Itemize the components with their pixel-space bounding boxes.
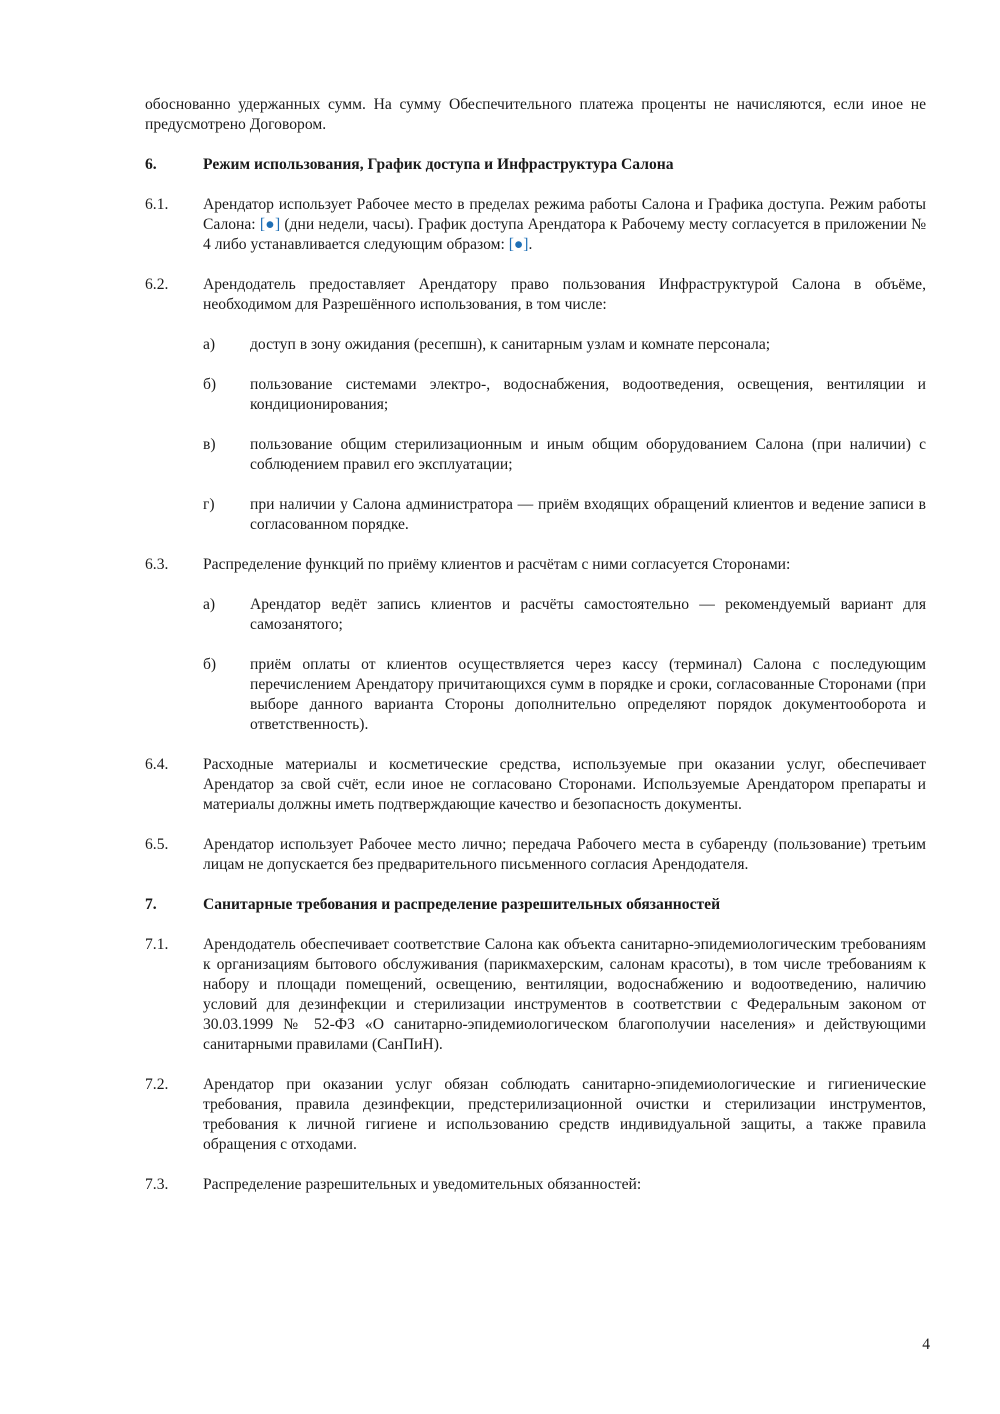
item-letter: а) [203,596,216,613]
clause-number: 7.1. [145,936,169,953]
item-letter: в) [203,436,216,453]
clause-text-part: Арендатор использует Рабочее место в пределах режима работы Салона и Графика доступа. Режим работы Салона: [203,196,926,233]
clause-text: Арендодатель обеспечивает соответствие Салона как объекта санитарно-эпидемиологическим требованиям к организациям бытового обслуживания (парикмахерским, салонам красоты), в том числе требованиям к набору и площади помещений, освещению, вентиляции, водоснабжению и водоотведению, наличию условий для дезинфекции и стерилизации инструментов в соответствии с Федеральным законом от 30.03.1999 № 52-ФЗ «О санитарно-эпидемиологическом благополучии населения» и действующими санитарными правилами (СанПиН). [203,936,926,1053]
item-letter: г) [203,496,215,513]
list-item [203,495,926,535]
item-text: Арендатор ведёт запись клиентов и расчёты самостоятельно — рекомендуемый вариант для самозанятого; [250,596,926,633]
clause-text-part: . [528,236,533,253]
clause-text: Арендатор при оказании услуг обязан соблюдать санитарно-эпидемиологические и гигиенические требования, правила дезинфекции, предстерилизационной очистки и стерилизации инструментов, требования к личной гигиене и использованию средств индивидуальной защиты, а также правила обращения с отходами. [203,1076,926,1153]
list-item [203,655,926,735]
clause-6-2 [145,275,926,315]
clause-text: Арендатор использует Рабочее место лично; передача Рабочего места в субаренду (пользование) третьим лицам не допускается без предварительного письменного согласия Арендодателя. [203,836,926,873]
section-number: 6. [145,156,157,173]
clause-7-2 [145,1075,926,1155]
clause-text: Распределение разрешительных и уведомительных обязанностей: [203,1176,642,1193]
clause-number: 6.5. [145,836,169,853]
list-item [203,375,926,415]
clause-text-part: (дни недели, часы). График доступа Арендатора к Рабочему месту согласуется в приложении № 4 либо устанавливается следующим образом: [203,216,926,253]
page-number: 4 [922,1336,930,1353]
list-item [203,595,926,635]
clause-text: Расходные материалы и косметические средства, используемые при оказании услуг, обеспечивает Арендатор за свой счёт, если иное не согласовано Сторонами. Используемые Арендатором препараты и материалы должны иметь подтверждающие качество и безопасность документы. [203,756,926,813]
clause-number: 7.2. [145,1076,169,1093]
item-letter: б) [203,656,217,673]
clause-6-3 [145,555,926,575]
clause-text [203,195,926,255]
clause-text: Арендодатель предоставляет Арендатору право пользования Инфраструктурой Салона в объёме, необходимом для Разрешённого использования, в том числе: [203,276,926,313]
clause-text: Распределение функций по приёму клиентов и расчётам с ними согласуется Сторонами: [203,556,791,573]
item-text: доступ в зону ожидания (ресепшн), к санитарным узлам и комнате персонала; [250,336,771,353]
section-title: Санитарные требования и распределение разрешительных обязанностей [203,896,721,913]
item-letter: б) [203,376,217,393]
clause-number: 6.4. [145,756,169,773]
list-item [203,435,926,475]
section-6-heading [145,155,926,175]
intro-continuation: обоснованно удержанных сумм. На сумму Обеспечительного платежа проценты не начисляются, если иное не предусмотрено Договором. [145,96,926,133]
item-text: при наличии у Салона администратора — приём входящих обращений клиентов и ведение записи в согласованном порядке. [250,496,926,533]
section-7-heading [145,895,926,915]
section-title: Режим использования, График доступа и Инфраструктура Салона [203,156,674,173]
item-text: приём оплаты от клиентов осуществляется через кассу (терминал) Салона с последующим перечислением Арендатору причитающихся сумм в порядке и сроки, согласованные Сторонами (при выборе данного варианта Стороны дополнительно определяют порядок документооборота и ответственность). [250,656,926,733]
clause-6-5 [145,835,926,875]
item-text: пользование системами электро-, водоснабжения, водоотведения, освещения, вентиляции и кондиционирования; [250,376,926,413]
clause-number: 7.3. [145,1176,169,1193]
placeholder-field: [●] [508,236,529,253]
clause-number: 6.2. [145,276,169,293]
clause-6-1 [145,195,926,255]
clause-7-3 [145,1175,926,1195]
clause-number: 6.3. [145,556,169,573]
clause-7-1 [145,935,926,1055]
placeholder-field: [●] [259,216,281,233]
list-item [203,335,926,355]
item-text: пользование общим стерилизационным и иным общим оборудованием Салона (при наличии) с соблюдением правил его эксплуатации; [250,436,926,473]
section-number: 7. [145,896,157,913]
clause-6-4 [145,755,926,815]
item-letter: а) [203,336,216,353]
page-content [145,95,926,1195]
clause-number: 6.1. [145,196,169,213]
